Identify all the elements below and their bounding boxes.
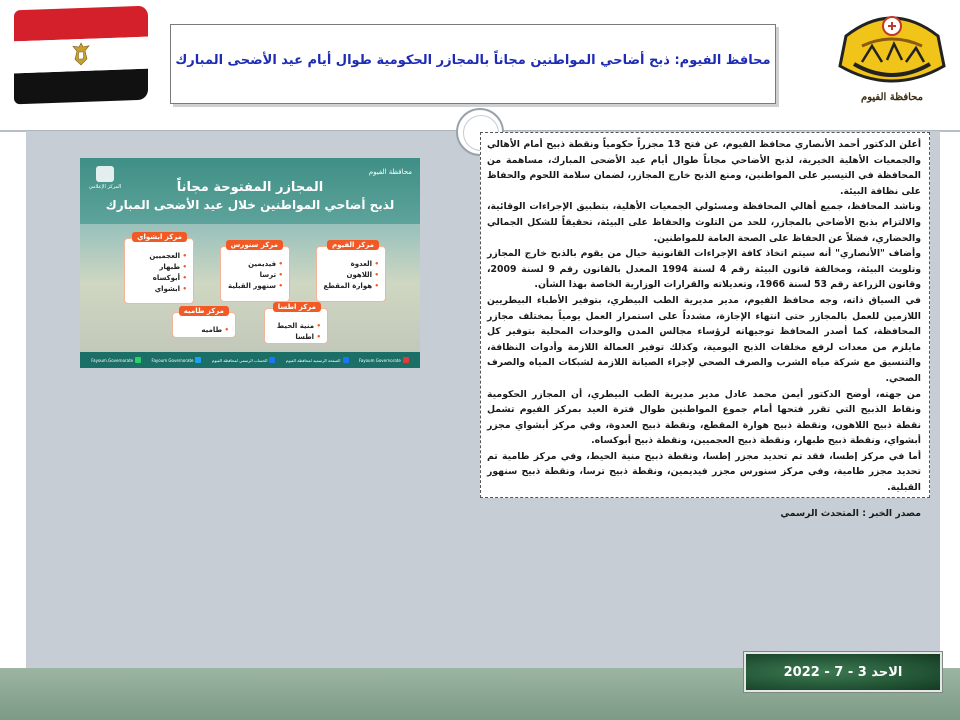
card-item: • فيديمين [227,259,283,270]
infographic-card [124,233,194,304]
card-item: • هوارة المقطع [323,281,379,292]
article-body [480,132,930,519]
social-label: Fayoum Governorate [151,357,194,363]
social-link [152,357,202,363]
infographic-footer [80,352,420,368]
card-item: • العدوة [323,259,379,270]
article-paragraph: في السياق ذاته، وجه محافظ الفيوم، مدير مديرية الطب البيطري، بتوفير الأطباء البيطريين اللازمين للعمل بالمجازر حتى انتهاء الإجازة، مشدداً على استمرار العمل يومياً بمختلف مجازر المحافظة، كما أصدر المحافظ توجيهاته لرؤساء مجالس المدن والوحدات المحلية بتوفير كل مايلزم من معدات لرفع مخلفات الذبح اليومية، وكذلك توفير العمالة اللازمة وأدوات النظافة، والتنسيق مع شركة مياه الشرب والصرف الصحي لإجراء الصيانة اللازمة لشبكات المياه والصرف الصحي. [487,294,921,384]
card-item: • اللاهون [323,270,379,281]
infographic-subheading: لذبح أضاحي المواطنين خلال عيد الأضحى المبارك [105,198,395,212]
egypt-flag-icon [14,6,148,105]
whatsapp-icon [135,357,141,363]
article-paragraph: وأضاف "الأنصاري" أنه سيتم اتخاذ كافة الإجراءات القانونية حيال من يقوم بالذبح خارج المجازر وتلويث البيئة، ومخالفة قانون البيئة رقم 4 لسنة 1994 المعدل بالقانون رقم 9 لسنة 2009، وقانون الزراعة رقم 53 لسنة 1966، وتعديلاته والقرارات الوزارية الخاصة بهذا الشأن. [487,248,921,291]
article-paragraph: أعلن الدكتور أحمد الأنصاري محافظ الفيوم، عن فتح 13 مجزراً حكومياً ونقطة ذبيح أمام الأهالي والجمعيات الأهلية الخيرية، لذبح الأضاحي مجاناً طوال أيام عيد الأضحى المبارك، مساهمة من المحافظة في التيسير على المواطنين، ومنع الذبح خارج المجازر، لضمان سلامة اللحوم والحفاظ على نظافة البيئة. [487,139,922,197]
card-item: • سنهور القبلية [227,281,283,292]
card-title: مركز ابشواي [132,232,187,242]
social-link [286,357,349,363]
eagle-emblem-icon [70,41,92,68]
article-paragraph: أما في مركز إطسا، فقد تم تحديد مجزر إطسا، ونقطة ذبيح منية الحيط، وفي مركز طامية تم تحديد مجزر طامية، وفي مركز سنورس مجزر فيديمين، ونقطة ذبيح ترسا، ونقطة ذبيح سنهور القبلية. [487,450,921,494]
card-item: • أبوكساه [131,273,187,284]
headline-box [170,24,776,104]
card-item: • طاميه [179,325,229,336]
logo-text: محافظة الفيوم [861,92,923,103]
card-title: مركز سنورس [226,240,283,250]
social-link [91,357,141,363]
card-item: • العجميين [131,251,187,262]
social-label: الصفحة الرسمية لمحافظة الفيوم [285,357,341,363]
governorate-logo [832,6,952,116]
date-box [744,652,942,692]
social-label: Fayoum Governorate [358,357,401,363]
social-label: Fayoum.Governorate [91,357,134,363]
article-source: مصدر الخبر : المتحدث الرسمي [780,507,921,519]
infographic-image [80,158,420,368]
article-paragraph: وناشد المحافظ، جميع أهالي المحافظة ومسئولي الجمعيات الأهلية، بتطبيق الإجراءات الوقائية، والالتزام بذبح الأضاحي بالمجازر، للحد من التلوث والحفاظ على البيئة، تحقيقاً للشكل الجمالي والحضاري، فضلاً عن الحفاظ على الصحة العامة للمواطنين. [487,201,921,244]
card-title: مركز الفيوم [327,240,379,250]
card-item: • اطسا [271,332,321,343]
infographic-governorate: محافظة الفيوم [368,168,412,176]
facebook-icon [343,357,349,363]
youtube-icon [403,357,409,363]
infographic-card [316,241,386,302]
card-title: مركز طاميه [179,306,229,316]
infographic-heading: المجازر المفتوحة مجاناً [176,180,324,195]
media-center-label: المركز الإعلامي [88,184,122,190]
fayoum-logo-icon [832,6,952,96]
publication-date: الاحد 3 - 7 - 2022 [783,664,903,680]
twitter-icon [195,357,201,363]
card-title: مركز اطسا [273,302,321,312]
headline: محافظ الفيوم: ذبح أضاحي المواطنين مجاناً بالمجازر الحكومية طوال أيام عيد الأضحى المبارك [175,53,771,68]
social-link [359,357,409,363]
card-item: • طبهار [131,262,187,273]
article-paragraph: من جهته، أوضح الدكتور أيمن محمد عادل مدير مديرية الطب البيطري، أن المجازر الحكومية ونقاط الذبيح التي تقرر فتحها أمام جموع المواطنين طوال فترة العيد بمركز الفيوم تشمل نقطة ذبيح اللاهون، ونقطة ذبيح هوارة المقطع، ونقطة ذبيح العدوة، وفي مركز أبشواي مجزر أبشواي، ونقطة ذبيح طبهار، ونقطة ذبيح العجميين، ونقطة ذبيح أبوكساه. [487,388,921,447]
card-item: • منية الحيط [271,321,321,332]
infographic-card [264,303,328,344]
card-item: • ترسا [227,270,283,281]
social-label: الحساب الرسمي لمحافظة الفيوم [211,357,268,363]
card-item: • ابشواي [131,284,187,295]
infographic-card [172,307,236,338]
social-link [212,357,276,363]
facebook-icon [269,357,275,363]
infographic-card [220,241,290,302]
